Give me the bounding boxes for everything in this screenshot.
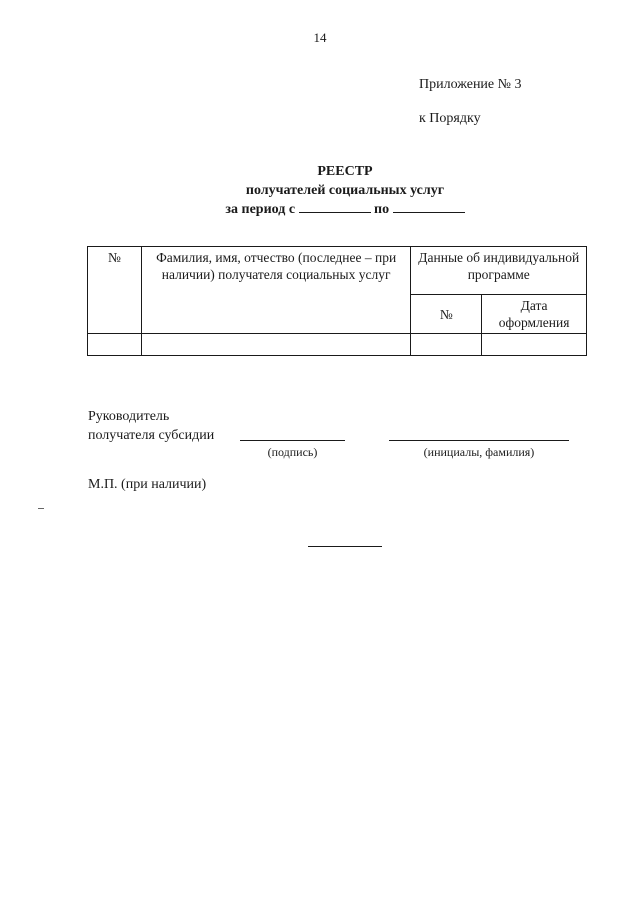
subheader-number: № bbox=[411, 295, 482, 334]
margin-mark bbox=[38, 508, 44, 509]
registry-table bbox=[87, 246, 587, 356]
header-program: Данные об индивидуальной программе bbox=[411, 247, 587, 295]
signature-label-line-1: Руководитель bbox=[88, 409, 170, 424]
document-title bbox=[0, 162, 640, 219]
signature-label-line-2: получателя субсидии bbox=[88, 428, 215, 443]
title-period bbox=[0, 200, 640, 219]
appendix-header bbox=[419, 76, 522, 128]
table-cell bbox=[411, 334, 482, 356]
period-middle: по bbox=[374, 202, 390, 217]
signature-label bbox=[88, 407, 214, 445]
table-cell bbox=[482, 334, 587, 356]
name-line bbox=[389, 440, 569, 441]
end-divider bbox=[308, 546, 382, 547]
table-cell bbox=[88, 334, 142, 356]
table-header-row bbox=[88, 247, 587, 295]
table-row bbox=[88, 334, 587, 356]
title-main: РЕЕСТР bbox=[317, 164, 373, 179]
header-full-name: Фамилия, имя, отчество (последнее – при наличии) получателя социальных услуг bbox=[141, 247, 411, 334]
period-from-blank bbox=[299, 201, 371, 213]
period-prefix: за период с bbox=[225, 202, 296, 217]
signature-line bbox=[240, 440, 345, 441]
page-number: 14 bbox=[313, 30, 327, 45]
header-number: № bbox=[88, 247, 142, 334]
name-caption: (инициалы, фамилия) bbox=[423, 445, 535, 459]
period-to-blank bbox=[393, 201, 465, 213]
appendix-line-1: Приложение № 3 bbox=[419, 77, 522, 92]
seal-note: М.П. (при наличии) bbox=[88, 477, 207, 492]
title-subtitle: получателей социальных услуг bbox=[245, 183, 445, 198]
appendix-line-2: к Порядку bbox=[419, 111, 481, 126]
table-cell bbox=[141, 334, 411, 356]
signature-caption: (подпись) bbox=[267, 445, 318, 459]
subheader-date: Дата оформления bbox=[482, 295, 587, 334]
